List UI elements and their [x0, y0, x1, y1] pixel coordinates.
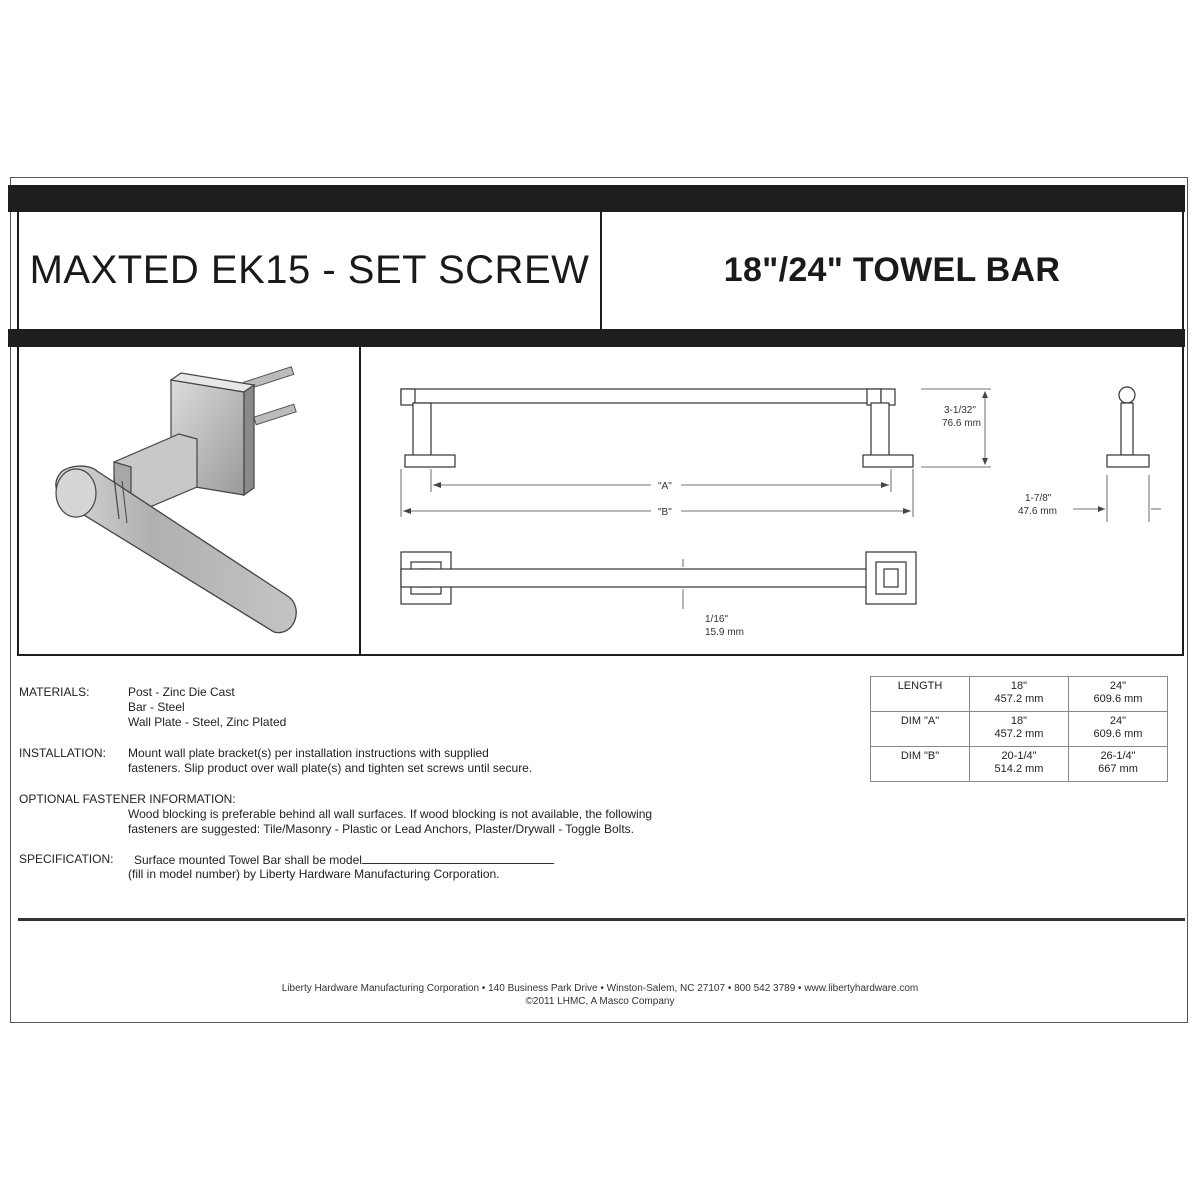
drawing-panel — [17, 347, 1184, 656]
specification-line: Surface mounted Towel Bar shall be model — [134, 853, 362, 867]
table-row — [871, 747, 1168, 782]
title-row — [17, 212, 1184, 329]
bar-side-view — [1119, 387, 1135, 403]
middle-band — [8, 329, 1185, 347]
product-illustration — [19, 347, 359, 654]
materials-line: Post - Zinc Die Cast — [128, 685, 235, 699]
height-imperial: 3-1/32" — [944, 405, 976, 416]
table-cell: 24" 609.6 mm — [1069, 677, 1168, 712]
bar-metric: 15.9 mm — [705, 627, 744, 638]
dimensions-table — [870, 676, 1168, 782]
fastener-line: fasteners are suggested: Tile/Masonry - Plastic or Lead Anchors, Plaster/Drywall - Toggle Bolts. — [128, 822, 635, 836]
table-cell: 18" 457.2 mm — [970, 677, 1069, 712]
dim-b-label: "B" — [658, 507, 672, 518]
technical-drawing — [361, 347, 1184, 654]
product-title: MAXTED EK15 - SET SCREW — [19, 212, 602, 329]
specification-label: SPECIFICATION: — [19, 852, 114, 866]
table-row — [871, 677, 1168, 712]
installation-line: Mount wall plate bracket(s) per installation instructions with supplied — [128, 746, 489, 760]
top-band — [8, 185, 1185, 212]
table-cell: 24" 609.6 mm — [1069, 712, 1168, 747]
table-cell: 20-1/4" 514.2 mm — [970, 747, 1069, 782]
materials-line: Wall Plate - Steel, Zinc Plated — [128, 715, 287, 729]
specification-line: (fill in model number) by Liberty Hardware Manufacturing Corporation. — [128, 867, 500, 881]
table-cell: DIM "A" — [871, 712, 970, 747]
materials-line: Bar - Steel — [128, 700, 185, 714]
projection-imperial: 1-7/8" — [1025, 493, 1052, 504]
table-cell: 18" 457.2 mm — [970, 712, 1069, 747]
installation-line: fasteners. Slip product over wall plate(s) and tighten set screws until secure. — [128, 761, 533, 775]
footer — [0, 982, 1200, 1008]
dim-a-label: "A" — [658, 481, 672, 492]
footer-address: Liberty Hardware Manufacturing Corporation • 140 Business Park Drive • Winston-Salem, NC 27107 • 800 542 3789 • www.libertyhardware.com — [281, 983, 919, 994]
footer-rule — [18, 918, 1185, 921]
table-cell: 26-1/4" 667 mm — [1069, 747, 1168, 782]
height-metric: 76.6 mm — [942, 418, 981, 429]
materials-label: MATERIALS: — [19, 685, 90, 699]
fastener-line: Wood blocking is preferable behind all wall surfaces. If wood blocking is not available, the following — [128, 807, 653, 821]
table-row — [871, 712, 1168, 747]
fastener-label: OPTIONAL FASTENER INFORMATION: — [19, 792, 236, 806]
table-cell: DIM "B" — [871, 747, 970, 782]
bar-front-view — [401, 389, 881, 403]
product-subtitle: 18"/24" TOWEL BAR — [723, 251, 1061, 289]
installation-label: INSTALLATION: — [19, 746, 106, 760]
model-number-blank — [362, 852, 554, 864]
table-cell: LENGTH — [871, 677, 970, 712]
bar-imperial: 1/16" — [705, 614, 729, 625]
projection-metric: 47.6 mm — [1018, 506, 1057, 517]
footer-copyright: ©2011 LHMC, A Masco Company — [525, 996, 675, 1007]
